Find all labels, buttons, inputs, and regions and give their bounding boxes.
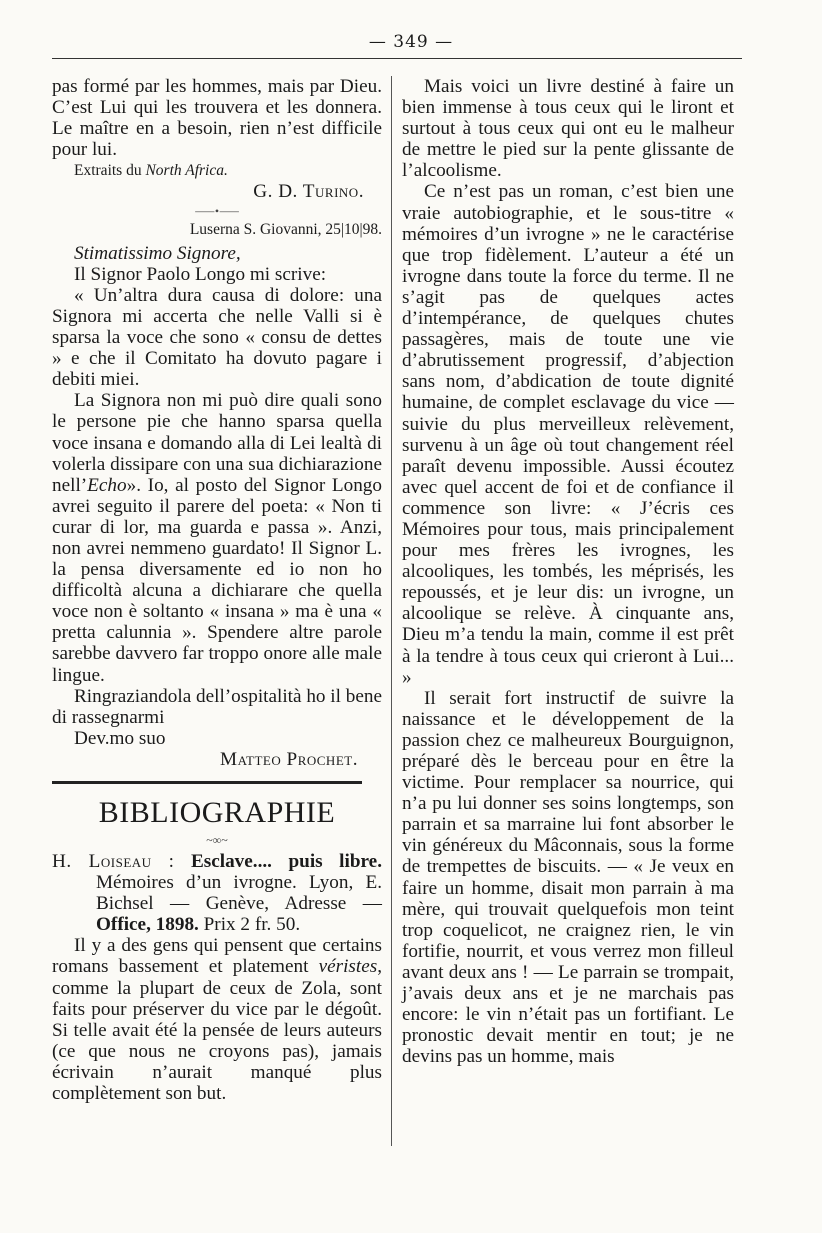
text-run: ». Io, al posto del Signor Longo avrei seguito il parere del poeta: « Non ti curar di lor, ma guarda e passa ». Anzi, non avrei nemmeno guardato! Il Signor L. la pensa diversamente ed io non ho difficoltà alcuna a dichiarare che quella voce non è soltanto « insana » ma è una « pretta calunnia ». Spendere altre parole sarebbe davvero far troppo onore alle male lingue. [52,474,382,686]
echo-title: Echo [87,474,127,496]
veristes-term: véristes [318,956,378,978]
section-rule [52,781,362,784]
bib-price: Prix 2 fr. 50. [203,914,301,936]
header-rule [52,58,742,59]
bib-author: H. Loiseau : [52,851,175,872]
ornament-divider: ~∞~ [206,833,228,847]
letter-paragraph: pas formé par les hommes, mais par Dieu. C’est Lui qui les trouvera et les donnera. Le maître en a besoin, rien n’est difficile pour lui. [52,76,382,161]
column-divider [391,76,392,1146]
letter-paragraph: « Un’altra dura causa di dolore: una Signora mi accerta che nelle Valli si è sparsa la voce che sono « consu de dettes » e che il Comitato ha dovuto pagare i debiti miei. [52,284,382,391]
review-paragraph: Mais voici un livre destiné à faire un bien immense à tous ceux qui le liront et surtout à tous ceux qui ont eu le malheur de mettre le pied sur la pente glissante de l’alcoolisme. [402,76,734,182]
left-column [52,76,382,1104]
source-name: North Africa. [145,162,228,180]
source-prefix: Extraits du [74,162,142,180]
bib-details: Mémoires d’un ivrogne. Lyon, E. Bichsel — Genève, Adresse — [96,872,382,915]
review-paragraph: Il serait fort instructif de suivre la naissance et le développement de la passion chez ce malheureux Bourguignon, préparé dès le berceau pour en être la victime. Pour remplacer sa nourrice, qui n’a pu lui donner ses soins longtemps, son parrain et sa marraine lui font absorber le vin généreux du Mâconnais, sous la forme de trempettes de biscuits. — « Je veux en faire un homme, disait mon parrain à ma mère, qui trouvait quelquefois mon teint trop coquelicot, ne craignez rien, le vin fortifie, nourrit, et vous verrez mon filleul avant deux ans ! — Le parrain se trompait, j’avais deux ans et je ne marchais pas encore: le vin n’était pas un fortifiant. Le pronostic devait mentir en tout; je ne devins pas un homme, mais [402,687,734,1068]
ornament-divider: ⸺•⸺ [194,203,240,218]
review-paragraph: Ce n’est pas un roman, c’est bien une vraie autobiographie, et le sous-titre « mémoires d’un ivrogne » ne le caractérise que trop fidèlement. L’auteur a été un ivrogne dans toute la force du terme. Il ne s’agit pas de quelques actes d’intempérance, de quelques chutes passagères, mais de toute une vie d’abrutissement progressif, d’abjection sans nom, d’abdication de toute dignité humaine, de complet esclavage du vice — suivie du plus merveilleux relèvement, survenu à un âge où tout changement réel paraît devenu impossible. Aussi écoutez avec quel accent de foi et de confiance il commence son livre: « J’écris ces Mémoires pour tous, mais principalement pour mes frères les ivrognes, les alcooliques, les tombés, les méprisés, les repoussés, et je leur dis: un ivrogne, un alcoolique se relève. À cinquante ans, Dieu m’a tendu la main, comme il est prêt à la tendre à tous ceux qui crieront à Lui... » [402,181,734,688]
right-column [402,76,734,1067]
dateline: Luserna S. Giovanni, 25|10|98. [189,220,382,238]
bib-title: Esclave.... puis libre. [190,851,382,872]
closing: Dev.mo suo [74,727,166,749]
page-number: — 349 — [368,32,454,52]
letter-paragraph [52,390,382,685]
text-run: La Signora non mi può dire quali sono le persone pie che hanno sparsa quella voce insana e domando alla di Lei lealtà di volerla dissipare con una sua dichiarazione nell’ [52,390,382,496]
bib-office: Office, 1898. [96,914,199,936]
salutation: Stimatissimo Signore, [74,242,241,264]
text-run: Il y a des gens qui pensent que certains romans bassement et platement [52,935,382,978]
section-title: BIBLIOGRAPHIE [98,796,336,829]
letter-paragraph: Il Signor Paolo Longo mi scrive: [74,263,327,285]
text-run: , comme la plupart de ceux de Zola, sont faits pour préserver du vice par le dégoût. Si telle avait été la pensée de leurs auteurs (ce que nous ne croyons pas), jamais écrivain n’aurait manqué plus complètement son but. [52,956,382,1105]
review-paragraph [52,935,382,1104]
bibliography-entry [52,851,382,935]
signature-prochet: Matteo Prochet. [220,748,358,770]
letter-paragraph: Ringraziandola dell’ospitalità ho il bene di rassegnarmi [52,685,382,728]
source-line [52,160,382,181]
signature-turino: G. D. Turino. [253,181,364,203]
